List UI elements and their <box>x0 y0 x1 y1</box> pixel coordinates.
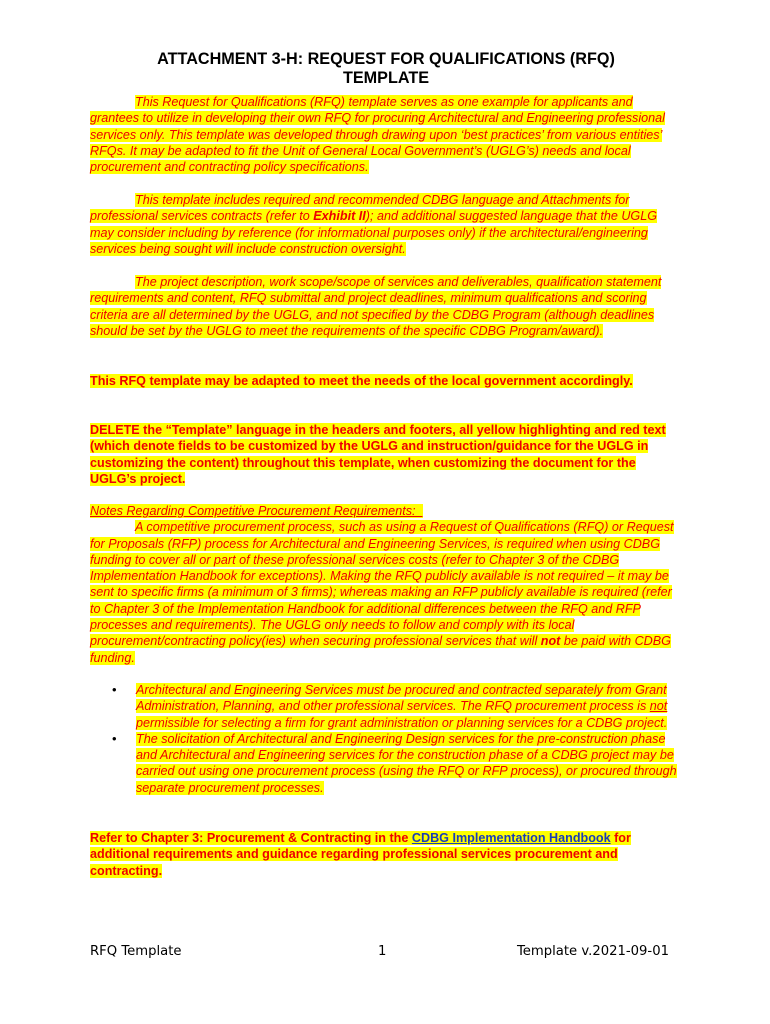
notes-heading: Notes Regarding Competitive Procurement Requirements: <box>90 504 416 518</box>
intro-paragraph <box>90 94 682 175</box>
footer-version: Template v.2021-09-01 <box>517 944 669 959</box>
attachments-text-a: This template includes required and recommended CDBG language and Attachments for professional services contracts (refer to <box>90 193 630 224</box>
adapt-notice-text: This RFQ template may be adapted to meet the needs of the local government accordingly. <box>90 374 633 388</box>
bullet-1-text-a: Architectural and Engineering Services must be procured and contracted separately from Grant Administration, Planning, and other professional services. The RFQ procurement process is <box>136 683 667 714</box>
adapt-notice <box>90 373 682 389</box>
title-line-1: ATTACHMENT 3-H: REQUEST FOR QUALIFICATIONS (RFQ) <box>157 50 615 68</box>
bullet-2-text: The solicitation of Architectural and Engineering Design services for the pre-construction phase and Architectural and Engineering services for the construction phase of a CDBG project may be carried out using one procurement process (using the RFQ or RFP process), or procured through separate procurement processes. <box>136 731 677 795</box>
attachments-paragraph <box>90 192 682 257</box>
notes-section <box>90 503 682 666</box>
bullet-1-text-b: permissible for selecting a firm for grant administration or planning services for a CDBG project. <box>136 715 668 730</box>
project-description-text: The project description, work scope/scope of services and deliverables, qualification statement requirements and content, RFQ submittal and project deadlines, minimum qualifications and scoring criteria are all determined by the UGLG, and not specified by the CDBG Program (although deadlines should be set by the UGLG to meet the requirements of the specific CDBG Program/award). <box>90 275 662 338</box>
bullet-icon: • <box>112 730 117 746</box>
bullet-icon: • <box>112 682 117 697</box>
list-item <box>90 682 682 731</box>
notes-body-a: A competitive procurement process, such as using a Request of Qualifications (RFQ) or Request for Proposals (RFP) process for Architectural and Engineering Services, is required when using CDBG funding to cover all or part of these professional services costs (refer to Chapter 3 of the CDBG Implementation Handbook for exceptions). Making the RFQ publicly available is not required – it may be sent to specific firms (a minimum of 3 firms); whereas making an RFP publicly available is required (refer to Chapter 3 of the Implementation Handbook for additional differences between the RFQ and RFP processes and requirements). The UGLG only needs to follow and comply with its local procurement/contracting policy(ies) when securing professional services that will <box>90 520 674 649</box>
page-title <box>90 50 682 88</box>
refer-text-a: Refer to Chapter 3: Procurement & Contracting in the <box>90 831 412 845</box>
requirements-list <box>90 682 682 796</box>
title-line-2: TEMPLATE <box>342 69 430 87</box>
list-item <box>90 731 682 796</box>
notes-body-b: be paid with CDBG funding. <box>90 634 671 665</box>
delete-instructions <box>90 422 682 487</box>
cdbg-handbook-link[interactable]: CDBG Implementation Handbook <box>411 831 611 845</box>
notes-body-not: not <box>540 634 561 649</box>
delete-instructions-text: DELETE the “Template” language in the headers and footers, all yellow highlighting and red text (which denote fields to be customized by the UGLG and instruction/guidance for the UGLG in customizing the content) throughout this template, when customizing the document for the UGLG’s project. <box>90 423 666 486</box>
attachments-text-b: ); and additional suggested language that the UGLG may consider including by reference (for informational purposes only) if the architectural/engineering services being sought will include construction oversight. <box>90 209 658 256</box>
exhibit-ii-reference: Exhibit II <box>313 209 366 224</box>
page-number: 1 <box>378 944 387 959</box>
bullet-1-not: not <box>649 699 668 714</box>
intro-paragraph-text: This Request for Qualifications (RFQ) template serves as one example for applicants and grantees to utilize in developing their own RFQ for procuring Architectural and Engineering professional services only. This template was developed through drawing upon ‘best practices’ from various entities’ RFQs. It may be adapted to fit the Unit of General Local Government’s (UGLG’s) needs and local procurement and contracting policy specifications. <box>90 95 665 175</box>
project-description-paragraph <box>90 274 682 339</box>
footer-left: RFQ Template <box>90 944 182 959</box>
refer-paragraph <box>90 830 682 879</box>
refer-text-b: for additional requirements and guidance regarding professional services procurement and contracting. <box>90 831 631 878</box>
